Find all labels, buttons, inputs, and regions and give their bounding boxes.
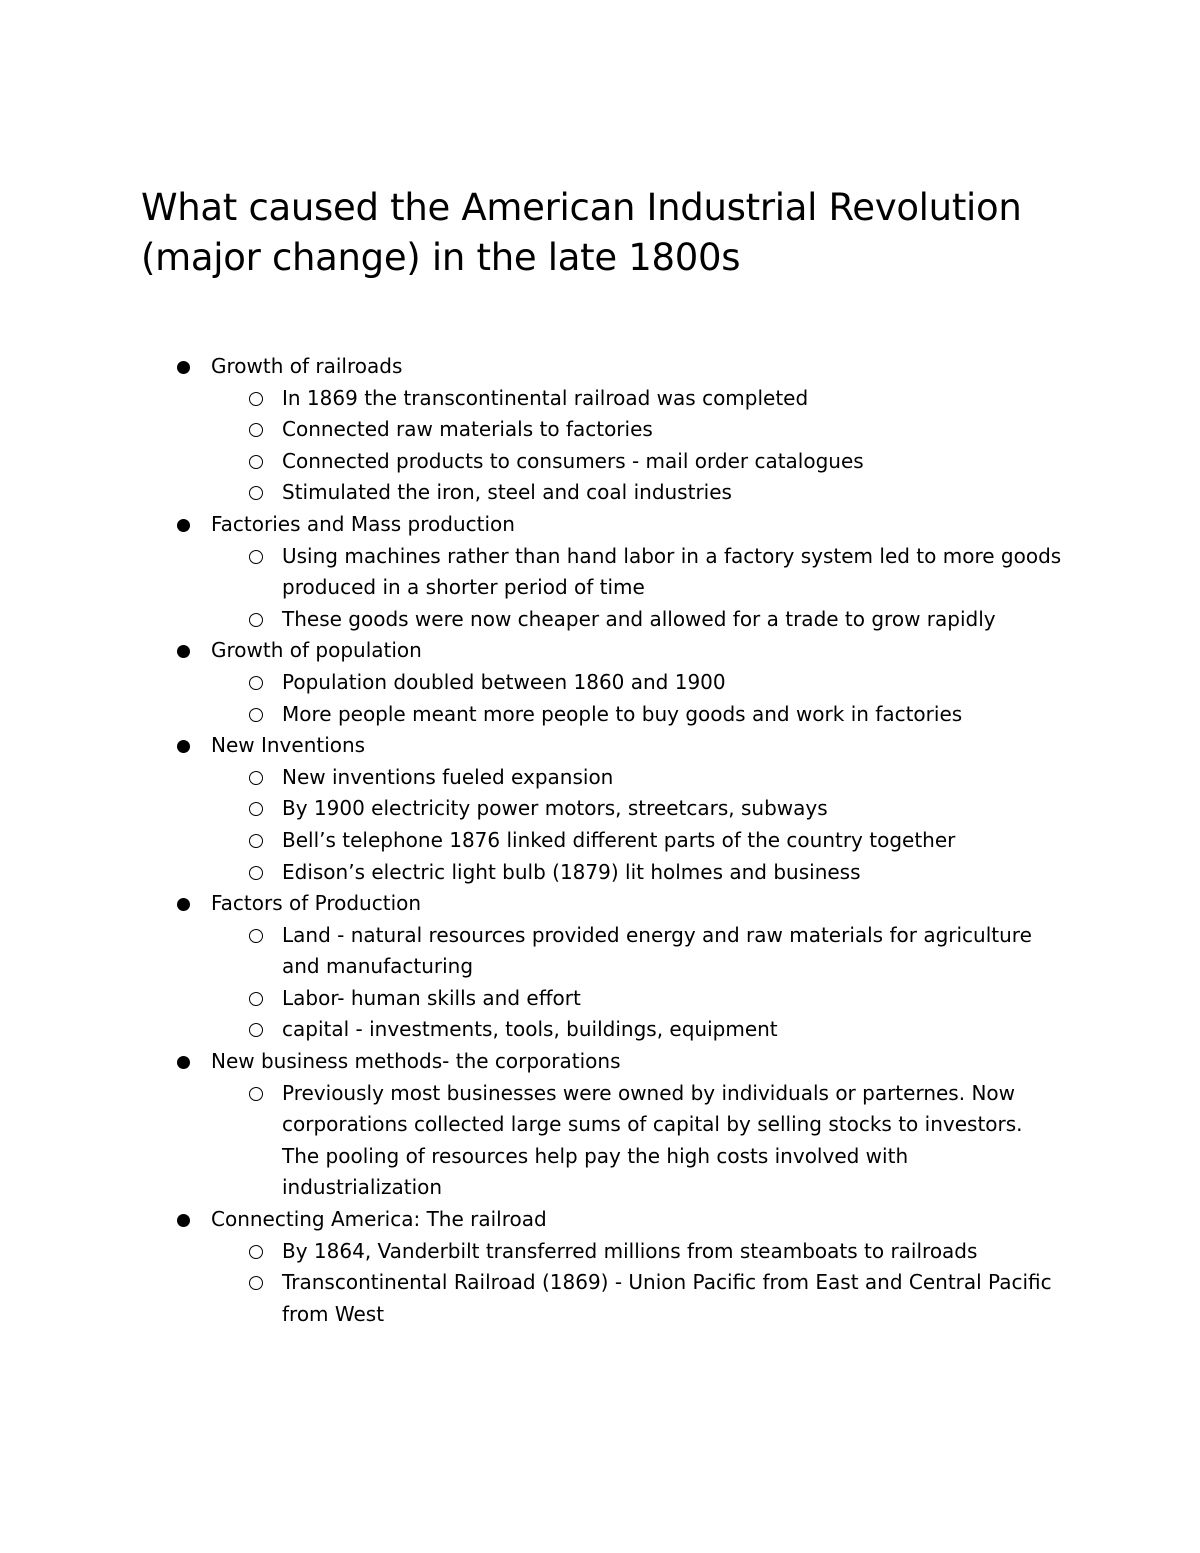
outline-section xyxy=(0,509,1200,635)
sub-bullet-item xyxy=(211,699,1062,731)
sub-bullet-text: New inventions fueled expansion xyxy=(282,764,614,789)
outline-section xyxy=(0,1204,1200,1330)
sub-bullet-item xyxy=(211,1267,1062,1330)
sub-bullet-text: Previously most businesses were owned by individuals or parternes. Now corporations collected large sums of capital by selling stocks to investors. The pooling of resources help pay the high costs involved with industrialization xyxy=(282,1080,1023,1200)
sub-bullet-item xyxy=(211,446,1062,478)
hollow-bullet-icon xyxy=(249,834,263,848)
sub-bullet-text: More people meant more people to buy goods and work in factories xyxy=(282,701,963,726)
filled-bullet-icon xyxy=(177,898,190,911)
sub-bullet-item xyxy=(211,541,1062,604)
outline-section xyxy=(0,1046,1200,1204)
sub-bullet-item xyxy=(211,857,1062,889)
hollow-bullet-icon xyxy=(249,423,263,437)
section-heading: Factors of Production xyxy=(211,891,422,916)
filled-bullet-icon xyxy=(177,519,190,532)
section-heading: Connecting America: The railroad xyxy=(211,1207,547,1232)
sub-bullet-item xyxy=(211,1236,1062,1268)
sub-bullet-item xyxy=(211,414,1062,446)
sub-bullet-list xyxy=(211,1078,1200,1204)
outline-section xyxy=(0,730,1200,888)
section-heading: New business methods- the corporations xyxy=(211,1049,621,1074)
sub-bullet-item xyxy=(211,793,1062,825)
sub-bullet-list xyxy=(211,920,1200,1046)
hollow-bullet-icon xyxy=(249,771,263,785)
outline-section xyxy=(0,635,1200,730)
sub-bullet-item xyxy=(211,1078,1062,1204)
hollow-bullet-icon xyxy=(249,455,263,469)
sub-bullet-text: In 1869 the transcontinental railroad was completed xyxy=(282,385,809,410)
section-heading: Growth of population xyxy=(211,638,422,663)
hollow-bullet-icon xyxy=(249,992,263,1006)
sub-bullet-item xyxy=(211,762,1062,794)
outline-section xyxy=(0,888,1200,1046)
hollow-bullet-icon xyxy=(249,929,263,943)
section-heading: Factories and Mass production xyxy=(211,511,515,536)
sub-bullet-list xyxy=(211,541,1200,636)
sub-bullet-text: By 1900 electricity power motors, streetcars, subways xyxy=(282,796,828,821)
sub-bullet-text: By 1864, Vanderbilt transferred millions from steamboats to railroads xyxy=(282,1238,978,1263)
sub-bullet-text: capital - investments, tools, buildings, equipment xyxy=(282,1017,778,1042)
hollow-bullet-icon xyxy=(249,676,263,690)
sub-bullet-item xyxy=(211,825,1062,857)
sub-bullet-text: Stimulated the iron, steel and coal industries xyxy=(282,480,732,505)
hollow-bullet-icon xyxy=(249,1087,263,1101)
filled-bullet-icon xyxy=(177,645,190,658)
hollow-bullet-icon xyxy=(249,1245,263,1259)
sub-bullet-text: Using machines rather than hand labor in a factory system led to more goods produced in a shorter period of time xyxy=(282,543,1062,600)
sub-bullet-item xyxy=(211,667,1062,699)
hollow-bullet-icon xyxy=(249,1276,263,1290)
sub-bullet-item xyxy=(211,920,1062,983)
filled-bullet-icon xyxy=(177,361,190,374)
sub-bullet-item xyxy=(211,383,1062,415)
outline-list xyxy=(0,351,1200,1330)
sub-bullet-text: Land - natural resources provided energy and raw materials for agriculture and manufacturing xyxy=(282,922,1032,979)
hollow-bullet-icon xyxy=(249,866,263,880)
sub-bullet-list xyxy=(211,667,1200,730)
filled-bullet-icon xyxy=(177,1214,190,1227)
section-heading: New Inventions xyxy=(211,733,366,758)
sub-bullet-item xyxy=(211,604,1062,636)
hollow-bullet-icon xyxy=(249,392,263,406)
sub-bullet-item xyxy=(211,983,1062,1015)
sub-bullet-text: Connected raw materials to factories xyxy=(282,417,653,442)
sub-bullet-list xyxy=(211,383,1200,509)
sub-bullet-text: Connected products to consumers - mail order catalogues xyxy=(282,448,864,473)
sub-bullet-list xyxy=(211,762,1200,888)
outline-section xyxy=(0,351,1200,509)
sub-bullet-text: Labor- human skills and effort xyxy=(282,985,581,1010)
section-heading: Growth of railroads xyxy=(211,354,403,378)
hollow-bullet-icon xyxy=(249,802,263,816)
sub-bullet-item xyxy=(211,477,1062,509)
sub-bullet-text: Edison’s electric light bulb (1879) lit holmes and business xyxy=(282,859,861,884)
filled-bullet-icon xyxy=(177,1056,190,1069)
sub-bullet-text: Transcontinental Railroad (1869) - Union Pacific from East and Central Pacific from West xyxy=(282,1270,1052,1326)
sub-bullet-list xyxy=(211,1236,1200,1331)
sub-bullet-text: Bell’s telephone 1876 linked different parts of the country together xyxy=(282,827,956,852)
hollow-bullet-icon xyxy=(249,613,263,627)
sub-bullet-text: These goods were now cheaper and allowed for a trade to grow rapidly xyxy=(282,606,996,631)
hollow-bullet-icon xyxy=(249,486,263,500)
hollow-bullet-icon xyxy=(249,708,263,722)
sub-bullet-text: Population doubled between 1860 and 1900 xyxy=(282,669,726,694)
hollow-bullet-icon xyxy=(249,1023,263,1037)
page-title: What caused the American Industrial Revolution (major change) in the late 1800s xyxy=(141,186,1022,279)
sub-bullet-item xyxy=(211,1014,1062,1046)
hollow-bullet-icon xyxy=(249,550,263,564)
filled-bullet-icon xyxy=(177,740,190,753)
